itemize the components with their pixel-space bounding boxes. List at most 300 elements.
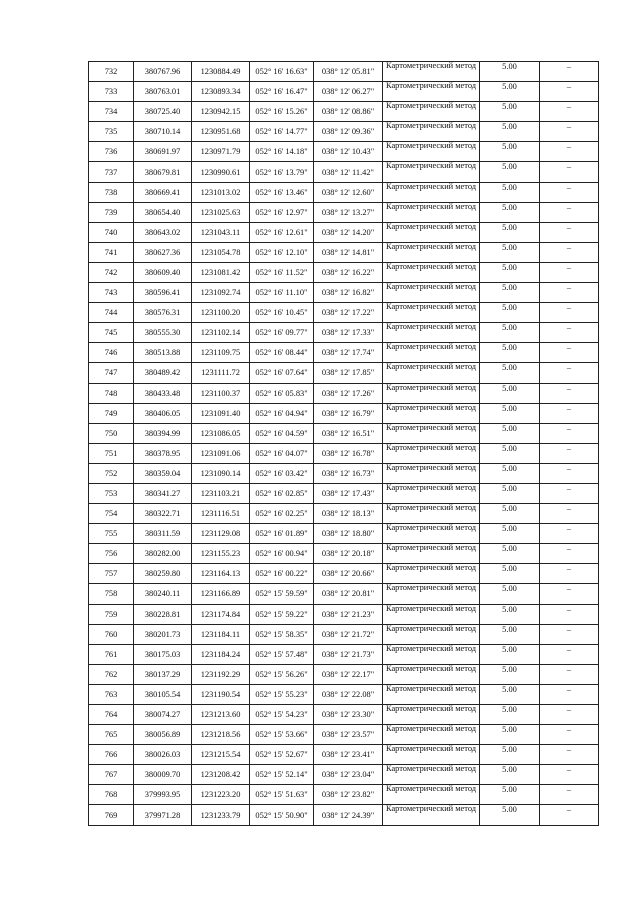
accuracy-cell: 5.00 <box>480 664 540 684</box>
method-cell: Картометрический метод <box>383 483 480 503</box>
y-coordinate-cell: 1231223.20 <box>192 785 250 805</box>
longitude-cell: 038° 12' 23.41" <box>314 745 383 765</box>
x-coordinate-cell: 380406.05 <box>134 403 192 423</box>
note-cell: – <box>540 423 599 443</box>
longitude-cell: 038° 12' 17.33" <box>314 323 383 343</box>
y-coordinate-cell: 1231092.74 <box>192 283 250 303</box>
latitude-cell: 052° 16' 00.22" <box>250 564 314 584</box>
y-coordinate-cell: 1231155.23 <box>192 544 250 564</box>
latitude-cell: 052° 16' 16.47" <box>250 82 314 102</box>
note-cell: – <box>540 142 599 162</box>
longitude-cell: 038° 12' 16.82" <box>314 283 383 303</box>
longitude-cell: 038° 12' 11.42" <box>314 162 383 182</box>
point-number-cell: 744 <box>89 303 134 323</box>
table-row <box>89 102 599 122</box>
longitude-cell: 038° 12' 23.82" <box>314 785 383 805</box>
x-coordinate-cell: 380341.27 <box>134 483 192 503</box>
table-row <box>89 765 599 785</box>
point-number-cell: 747 <box>89 363 134 383</box>
y-coordinate-cell: 1231184.24 <box>192 644 250 664</box>
table-row <box>89 182 599 202</box>
longitude-cell: 038° 12' 20.66" <box>314 564 383 584</box>
latitude-cell: 052° 16' 12.10" <box>250 242 314 262</box>
y-coordinate-cell: 1230990.61 <box>192 162 250 182</box>
table-row <box>89 62 599 82</box>
y-coordinate-cell: 1231054.78 <box>192 242 250 262</box>
table-row <box>89 684 599 704</box>
longitude-cell: 038° 12' 21.73" <box>314 644 383 664</box>
note-cell: – <box>540 745 599 765</box>
x-coordinate-cell: 380489.42 <box>134 363 192 383</box>
longitude-cell: 038° 12' 10.43" <box>314 142 383 162</box>
longitude-cell: 038° 12' 06.27" <box>314 82 383 102</box>
y-coordinate-cell: 1231025.63 <box>192 202 250 222</box>
accuracy-cell: 5.00 <box>480 262 540 282</box>
coordinates-table <box>88 61 599 826</box>
y-coordinate-cell: 1231233.79 <box>192 805 250 825</box>
point-number-cell: 739 <box>89 202 134 222</box>
note-cell: – <box>540 383 599 403</box>
x-coordinate-cell: 379993.95 <box>134 785 192 805</box>
table-row <box>89 604 599 624</box>
accuracy-cell: 5.00 <box>480 544 540 564</box>
point-number-cell: 753 <box>89 483 134 503</box>
accuracy-cell: 5.00 <box>480 684 540 704</box>
y-coordinate-cell: 1231100.20 <box>192 303 250 323</box>
y-coordinate-cell: 1230942.15 <box>192 102 250 122</box>
point-number-cell: 750 <box>89 423 134 443</box>
latitude-cell: 052° 16' 08.44" <box>250 343 314 363</box>
y-coordinate-cell: 1231043.11 <box>192 222 250 242</box>
note-cell: – <box>540 222 599 242</box>
method-cell: Картометрический метод <box>383 363 480 383</box>
point-number-cell: 748 <box>89 383 134 403</box>
point-number-cell: 735 <box>89 122 134 142</box>
latitude-cell: 052° 16' 10.45" <box>250 303 314 323</box>
table-row <box>89 423 599 443</box>
table-row <box>89 202 599 222</box>
point-number-cell: 762 <box>89 664 134 684</box>
method-cell: Картометрический метод <box>383 403 480 423</box>
latitude-cell: 052° 16' 02.85" <box>250 483 314 503</box>
method-cell: Картометрический метод <box>383 242 480 262</box>
latitude-cell: 052° 16' 03.42" <box>250 463 314 483</box>
latitude-cell: 052° 16' 12.97" <box>250 202 314 222</box>
longitude-cell: 038° 12' 20.81" <box>314 584 383 604</box>
point-number-cell: 769 <box>89 805 134 825</box>
accuracy-cell: 5.00 <box>480 725 540 745</box>
point-number-cell: 740 <box>89 222 134 242</box>
accuracy-cell: 5.00 <box>480 82 540 102</box>
x-coordinate-cell: 380654.40 <box>134 202 192 222</box>
longitude-cell: 038° 12' 21.23" <box>314 604 383 624</box>
latitude-cell: 052° 16' 02.25" <box>250 504 314 524</box>
accuracy-cell: 5.00 <box>480 564 540 584</box>
method-cell: Картометрический метод <box>383 303 480 323</box>
x-coordinate-cell: 380322.71 <box>134 504 192 524</box>
point-number-cell: 759 <box>89 604 134 624</box>
longitude-cell: 038° 12' 22.08" <box>314 684 383 704</box>
longitude-cell: 038° 12' 16.73" <box>314 463 383 483</box>
accuracy-cell: 5.00 <box>480 62 540 82</box>
latitude-cell: 052° 16' 04.59" <box>250 423 314 443</box>
x-coordinate-cell: 380710.14 <box>134 122 192 142</box>
longitude-cell: 038° 12' 23.30" <box>314 705 383 725</box>
latitude-cell: 052° 16' 04.07" <box>250 443 314 463</box>
x-coordinate-cell: 380763.01 <box>134 82 192 102</box>
x-coordinate-cell: 380282.00 <box>134 544 192 564</box>
latitude-cell: 052° 16' 14.18" <box>250 142 314 162</box>
point-number-cell: 749 <box>89 403 134 423</box>
note-cell: – <box>540 765 599 785</box>
method-cell: Картометрический метод <box>383 725 480 745</box>
latitude-cell: 052° 15' 50.90" <box>250 805 314 825</box>
note-cell: – <box>540 664 599 684</box>
x-coordinate-cell: 380311.59 <box>134 524 192 544</box>
y-coordinate-cell: 1231091.06 <box>192 443 250 463</box>
accuracy-cell: 5.00 <box>480 584 540 604</box>
point-number-cell: 746 <box>89 343 134 363</box>
longitude-cell: 038° 12' 14.81" <box>314 242 383 262</box>
longitude-cell: 038° 12' 05.81" <box>314 62 383 82</box>
longitude-cell: 038° 12' 13.27" <box>314 202 383 222</box>
method-cell: Картометрический метод <box>383 624 480 644</box>
note-cell: – <box>540 604 599 624</box>
point-number-cell: 763 <box>89 684 134 704</box>
longitude-cell: 038° 12' 16.79" <box>314 403 383 423</box>
latitude-cell: 052° 16' 04.94" <box>250 403 314 423</box>
accuracy-cell: 5.00 <box>480 524 540 544</box>
y-coordinate-cell: 1231086.05 <box>192 423 250 443</box>
note-cell: – <box>540 82 599 102</box>
method-cell: Картометрический метод <box>383 604 480 624</box>
accuracy-cell: 5.00 <box>480 323 540 343</box>
accuracy-cell: 5.00 <box>480 383 540 403</box>
table-row <box>89 705 599 725</box>
longitude-cell: 038° 12' 21.72" <box>314 624 383 644</box>
method-cell: Картометрический метод <box>383 323 480 343</box>
y-coordinate-cell: 1231111.72 <box>192 363 250 383</box>
table-row <box>89 483 599 503</box>
table-row <box>89 584 599 604</box>
x-coordinate-cell: 380359.04 <box>134 463 192 483</box>
longitude-cell: 038° 12' 17.43" <box>314 483 383 503</box>
note-cell: – <box>540 805 599 825</box>
x-coordinate-cell: 380259.80 <box>134 564 192 584</box>
note-cell: – <box>540 162 599 182</box>
point-number-cell: 737 <box>89 162 134 182</box>
method-cell: Картометрический метод <box>383 82 480 102</box>
table-row <box>89 142 599 162</box>
latitude-cell: 052° 16' 00.94" <box>250 544 314 564</box>
y-coordinate-cell: 1231102.14 <box>192 323 250 343</box>
longitude-cell: 038° 12' 17.74" <box>314 343 383 363</box>
x-coordinate-cell: 380767.96 <box>134 62 192 82</box>
longitude-cell: 038° 12' 17.22" <box>314 303 383 323</box>
latitude-cell: 052° 16' 13.46" <box>250 182 314 202</box>
x-coordinate-cell: 380609.40 <box>134 262 192 282</box>
x-coordinate-cell: 380433.48 <box>134 383 192 403</box>
latitude-cell: 052° 16' 16.63" <box>250 62 314 82</box>
accuracy-cell: 5.00 <box>480 644 540 664</box>
y-coordinate-cell: 1231192.29 <box>192 664 250 684</box>
y-coordinate-cell: 1230893.34 <box>192 82 250 102</box>
point-number-cell: 764 <box>89 705 134 725</box>
method-cell: Картометрический метод <box>383 142 480 162</box>
accuracy-cell: 5.00 <box>480 343 540 363</box>
y-coordinate-cell: 1231215.54 <box>192 745 250 765</box>
method-cell: Картометрический метод <box>383 423 480 443</box>
table-row <box>89 564 599 584</box>
point-number-cell: 742 <box>89 262 134 282</box>
point-number-cell: 754 <box>89 504 134 524</box>
accuracy-cell: 5.00 <box>480 443 540 463</box>
note-cell: – <box>540 504 599 524</box>
point-number-cell: 741 <box>89 242 134 262</box>
table-row <box>89 242 599 262</box>
latitude-cell: 052° 15' 57.48" <box>250 644 314 664</box>
method-cell: Картометрический метод <box>383 343 480 363</box>
longitude-cell: 038° 12' 16.51" <box>314 423 383 443</box>
method-cell: Картометрический метод <box>383 564 480 584</box>
accuracy-cell: 5.00 <box>480 162 540 182</box>
y-coordinate-cell: 1231091.40 <box>192 403 250 423</box>
accuracy-cell: 5.00 <box>480 303 540 323</box>
x-coordinate-cell: 380513.88 <box>134 343 192 363</box>
accuracy-cell: 5.00 <box>480 504 540 524</box>
method-cell: Картометрический метод <box>383 664 480 684</box>
x-coordinate-cell: 380555.30 <box>134 323 192 343</box>
note-cell: – <box>540 242 599 262</box>
note-cell: – <box>540 483 599 503</box>
point-number-cell: 732 <box>89 62 134 82</box>
accuracy-cell: 5.00 <box>480 705 540 725</box>
x-coordinate-cell: 380596.41 <box>134 283 192 303</box>
accuracy-cell: 5.00 <box>480 483 540 503</box>
latitude-cell: 052° 16' 11.52" <box>250 262 314 282</box>
y-coordinate-cell: 1231129.08 <box>192 524 250 544</box>
latitude-cell: 052° 15' 55.23" <box>250 684 314 704</box>
point-number-cell: 743 <box>89 283 134 303</box>
latitude-cell: 052° 16' 15.26" <box>250 102 314 122</box>
accuracy-cell: 5.00 <box>480 463 540 483</box>
accuracy-cell: 5.00 <box>480 242 540 262</box>
note-cell: – <box>540 262 599 282</box>
point-number-cell: 757 <box>89 564 134 584</box>
longitude-cell: 038° 12' 18.80" <box>314 524 383 544</box>
table-row <box>89 82 599 102</box>
table-row <box>89 283 599 303</box>
table-row <box>89 745 599 765</box>
longitude-cell: 038° 12' 17.85" <box>314 363 383 383</box>
table-row <box>89 785 599 805</box>
y-coordinate-cell: 1231081.42 <box>192 262 250 282</box>
method-cell: Картометрический метод <box>383 684 480 704</box>
method-cell: Картометрический метод <box>383 524 480 544</box>
accuracy-cell: 5.00 <box>480 363 540 383</box>
table-row <box>89 624 599 644</box>
x-coordinate-cell: 380643.02 <box>134 222 192 242</box>
method-cell: Картометрический метод <box>383 504 480 524</box>
x-coordinate-cell: 380009.70 <box>134 765 192 785</box>
method-cell: Картометрический метод <box>383 262 480 282</box>
table-row <box>89 303 599 323</box>
table-row <box>89 222 599 242</box>
longitude-cell: 038° 12' 20.18" <box>314 544 383 564</box>
method-cell: Картометрический метод <box>383 283 480 303</box>
x-coordinate-cell: 380175.03 <box>134 644 192 664</box>
table-body <box>89 62 599 826</box>
method-cell: Картометрический метод <box>383 122 480 142</box>
latitude-cell: 052° 15' 59.22" <box>250 604 314 624</box>
x-coordinate-cell: 380627.36 <box>134 242 192 262</box>
table-row <box>89 805 599 825</box>
method-cell: Картометрический метод <box>383 62 480 82</box>
method-cell: Картометрический метод <box>383 463 480 483</box>
longitude-cell: 038° 12' 09.36" <box>314 122 383 142</box>
x-coordinate-cell: 380137.29 <box>134 664 192 684</box>
accuracy-cell: 5.00 <box>480 102 540 122</box>
note-cell: – <box>540 202 599 222</box>
latitude-cell: 052° 16' 05.83" <box>250 383 314 403</box>
note-cell: – <box>540 725 599 745</box>
method-cell: Картометрический метод <box>383 785 480 805</box>
table-row <box>89 262 599 282</box>
note-cell: – <box>540 122 599 142</box>
method-cell: Картометрический метод <box>383 162 480 182</box>
note-cell: – <box>540 524 599 544</box>
point-number-cell: 767 <box>89 765 134 785</box>
x-coordinate-cell: 380691.97 <box>134 142 192 162</box>
accuracy-cell: 5.00 <box>480 423 540 443</box>
latitude-cell: 052° 16' 01.89" <box>250 524 314 544</box>
accuracy-cell: 5.00 <box>480 122 540 142</box>
point-number-cell: 761 <box>89 644 134 664</box>
method-cell: Картометрический метод <box>383 202 480 222</box>
latitude-cell: 052° 16' 11.10" <box>250 283 314 303</box>
note-cell: – <box>540 62 599 82</box>
method-cell: Картометрический метод <box>383 383 480 403</box>
accuracy-cell: 5.00 <box>480 805 540 825</box>
y-coordinate-cell: 1231213.60 <box>192 705 250 725</box>
longitude-cell: 038° 12' 16.22" <box>314 262 383 282</box>
accuracy-cell: 5.00 <box>480 624 540 644</box>
table-row <box>89 463 599 483</box>
point-number-cell: 751 <box>89 443 134 463</box>
point-number-cell: 734 <box>89 102 134 122</box>
method-cell: Картометрический метод <box>383 102 480 122</box>
y-coordinate-cell: 1230951.68 <box>192 122 250 142</box>
x-coordinate-cell: 380201.73 <box>134 624 192 644</box>
note-cell: – <box>540 323 599 343</box>
y-coordinate-cell: 1231100.37 <box>192 383 250 403</box>
note-cell: – <box>540 443 599 463</box>
y-coordinate-cell: 1231174.84 <box>192 604 250 624</box>
method-cell: Картометрический метод <box>383 584 480 604</box>
x-coordinate-cell: 380576.31 <box>134 303 192 323</box>
longitude-cell: 038° 12' 16.78" <box>314 443 383 463</box>
point-number-cell: 758 <box>89 584 134 604</box>
longitude-cell: 038° 12' 23.04" <box>314 765 383 785</box>
point-number-cell: 752 <box>89 463 134 483</box>
latitude-cell: 052° 16' 12.61" <box>250 222 314 242</box>
y-coordinate-cell: 1231013.02 <box>192 182 250 202</box>
method-cell: Картометрический метод <box>383 745 480 765</box>
method-cell: Картометрический метод <box>383 222 480 242</box>
point-number-cell: 768 <box>89 785 134 805</box>
note-cell: – <box>540 303 599 323</box>
method-cell: Картометрический метод <box>383 765 480 785</box>
table-row <box>89 383 599 403</box>
table-row <box>89 323 599 343</box>
note-cell: – <box>540 564 599 584</box>
note-cell: – <box>540 343 599 363</box>
point-number-cell: 765 <box>89 725 134 745</box>
longitude-cell: 038° 12' 22.17" <box>314 664 383 684</box>
latitude-cell: 052° 15' 52.67" <box>250 745 314 765</box>
accuracy-cell: 5.00 <box>480 403 540 423</box>
x-coordinate-cell: 379971.28 <box>134 805 192 825</box>
y-coordinate-cell: 1231109.75 <box>192 343 250 363</box>
method-cell: Картометрический метод <box>383 443 480 463</box>
y-coordinate-cell: 1231208.42 <box>192 765 250 785</box>
latitude-cell: 052° 16' 14.77" <box>250 122 314 142</box>
table-row <box>89 524 599 544</box>
x-coordinate-cell: 380378.95 <box>134 443 192 463</box>
latitude-cell: 052° 15' 53.66" <box>250 725 314 745</box>
latitude-cell: 052° 15' 51.63" <box>250 785 314 805</box>
x-coordinate-cell: 380394.99 <box>134 423 192 443</box>
latitude-cell: 052° 16' 09.77" <box>250 323 314 343</box>
longitude-cell: 038° 12' 18.13" <box>314 504 383 524</box>
x-coordinate-cell: 380056.89 <box>134 725 192 745</box>
latitude-cell: 052° 15' 52.14" <box>250 765 314 785</box>
point-number-cell: 756 <box>89 544 134 564</box>
table-row <box>89 664 599 684</box>
accuracy-cell: 5.00 <box>480 745 540 765</box>
y-coordinate-cell: 1231166.89 <box>192 584 250 604</box>
x-coordinate-cell: 380026.03 <box>134 745 192 765</box>
latitude-cell: 052° 16' 13.79" <box>250 162 314 182</box>
table-row <box>89 403 599 423</box>
note-cell: – <box>540 363 599 383</box>
accuracy-cell: 5.00 <box>480 785 540 805</box>
method-cell: Картометрический метод <box>383 705 480 725</box>
table-row <box>89 162 599 182</box>
accuracy-cell: 5.00 <box>480 222 540 242</box>
table-row <box>89 363 599 383</box>
y-coordinate-cell: 1230971.79 <box>192 142 250 162</box>
note-cell: – <box>540 705 599 725</box>
y-coordinate-cell: 1231090.14 <box>192 463 250 483</box>
x-coordinate-cell: 380679.81 <box>134 162 192 182</box>
table-row <box>89 443 599 463</box>
method-cell: Картометрический метод <box>383 182 480 202</box>
y-coordinate-cell: 1231184.11 <box>192 624 250 644</box>
note-cell: – <box>540 403 599 423</box>
method-cell: Картометрический метод <box>383 805 480 825</box>
latitude-cell: 052° 15' 56.26" <box>250 664 314 684</box>
x-coordinate-cell: 380074.27 <box>134 705 192 725</box>
y-coordinate-cell: 1231164.13 <box>192 564 250 584</box>
table-row <box>89 504 599 524</box>
point-number-cell: 733 <box>89 82 134 102</box>
x-coordinate-cell: 380669.41 <box>134 182 192 202</box>
note-cell: – <box>540 624 599 644</box>
accuracy-cell: 5.00 <box>480 182 540 202</box>
table-row <box>89 122 599 142</box>
point-number-cell: 736 <box>89 142 134 162</box>
